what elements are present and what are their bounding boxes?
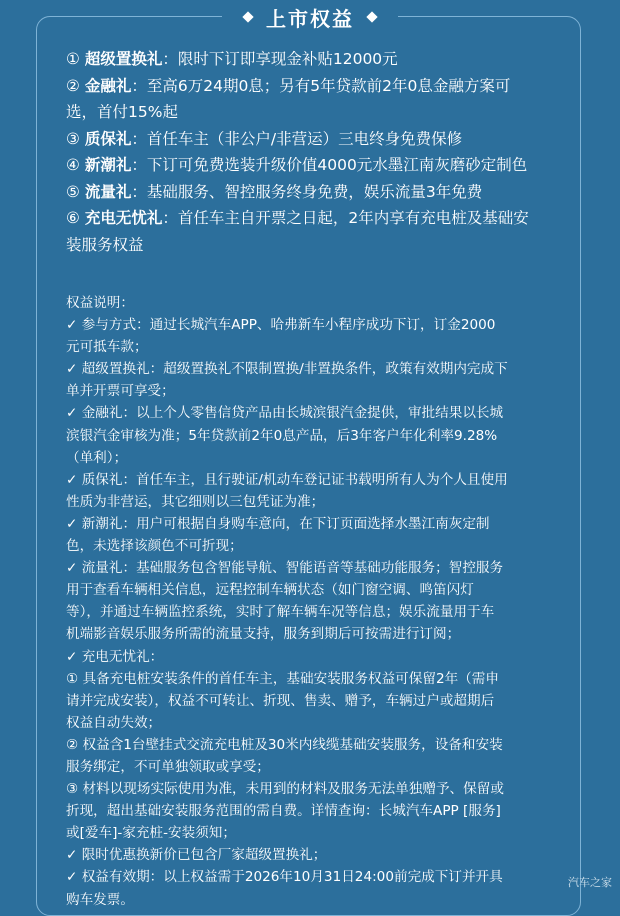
benefit-number: ⑥ bbox=[66, 209, 80, 227]
benefit-item-line bbox=[66, 126, 566, 153]
benefit-number: ① bbox=[66, 50, 80, 68]
benefit-item-line bbox=[66, 152, 566, 179]
benefit-desc: ：基础服务、智控服务终身免费，娱乐流量3年免费 bbox=[131, 182, 483, 201]
benefit-name: 质保礼 bbox=[84, 129, 132, 148]
note-line: ③ 材料以现场实际使用为准，未用到的材料及服务无法单独赠予、保留或 bbox=[66, 781, 504, 798]
benefit-item-line bbox=[66, 179, 566, 206]
note-line: ✓ 权益有效期：以上权益需于2026年10月31日24:00前完成下订并开具 bbox=[66, 869, 503, 886]
note-line: 元可抵车款； bbox=[66, 339, 148, 356]
benefit-item-line bbox=[66, 46, 566, 73]
note-line: 等），并通过车辆监控系统，实时了解车辆车况等信息；娱乐流量用于车 bbox=[66, 604, 495, 621]
benefit-desc: ：首任车主（非公户/非营运）三电终身免费保修 bbox=[131, 129, 463, 148]
page-title: 上市权益 bbox=[266, 6, 354, 31]
note-line: ✓ 充电无忧礼： bbox=[66, 648, 164, 665]
note-line: 权益自动失效； bbox=[66, 714, 162, 731]
title-bar bbox=[0, 0, 620, 34]
note-line: 用于查看车辆相关信息，远程控制车辆状态（如门窗空调、鸣笛闪灯 bbox=[66, 582, 474, 599]
benefit-number: ③ bbox=[66, 129, 80, 148]
benefit-name: 流量礼 bbox=[84, 182, 132, 201]
note-line: ✓ 超级置换礼：超级置换礼不限制置换/非置换条件，政策有效期内完成下 bbox=[66, 361, 508, 378]
benefit-item-line bbox=[66, 232, 566, 259]
benefit-number: ④ bbox=[66, 156, 80, 174]
note-line: ✓ 限时优惠换新价已包含厂家超级置换礼； bbox=[66, 847, 327, 864]
title-pill bbox=[222, 2, 398, 32]
note-line: （单利）； bbox=[66, 449, 128, 466]
benefit-name: 新潮礼 bbox=[84, 156, 132, 174]
watermark-text: 汽车之家 bbox=[568, 876, 612, 889]
note-line: 购车发票。 bbox=[66, 891, 134, 908]
note-line: ✓ 参与方式：通过长城汽车APP、哈弗新车小程序成功下订，订金2000 bbox=[66, 317, 496, 334]
note-line: 或[爱车]-家充桩-安装须知； bbox=[66, 825, 236, 842]
left-diamond-icon bbox=[242, 11, 253, 22]
benefit-desc: ：限时下订即享现金补贴12000元 bbox=[162, 50, 398, 68]
note-line: ② 权益含1台壁挂式交流充电桩及30米内线缆基础安装服务，设备和安装 bbox=[66, 736, 503, 753]
benefit-name: 充电无忧礼 bbox=[84, 209, 163, 227]
note-line: 滨银汽金审核为准；5年贷款前2年0息产品，后3年客户年化利率9.28% bbox=[66, 427, 498, 444]
benefit-item-line bbox=[66, 205, 566, 232]
note-line: ✓ 流量礼：基础服务包含智能导航、智能语音等基础功能服务；智控服务 bbox=[66, 560, 504, 577]
benefit-item-line bbox=[66, 73, 566, 100]
note-line: 单并开票可享受； bbox=[66, 383, 175, 400]
benefit-number: ⑤ bbox=[66, 182, 80, 201]
benefit-desc: ：首任车主自开票之日起，2年内享有充电桩及基础安 bbox=[162, 209, 529, 227]
note-line: ✓ 质保礼：首任车主，且行驶证/机动车登记证书载明所有人为个人且使用 bbox=[66, 471, 508, 488]
note-line: 服务绑定，不可单独领取或享受； bbox=[66, 758, 270, 775]
benefit-notes bbox=[66, 292, 562, 911]
benefit-name: 金融礼 bbox=[84, 76, 132, 95]
benefit-list bbox=[66, 46, 566, 258]
note-line: ✓ 新潮礼：用户可根据自身购车意向，在下订页面选择水墨江南灰定制 bbox=[66, 515, 490, 532]
note-line: ✓ 金融礼：以上个人零售信贷产品由长城滨银汽金提供，审批结果以长城 bbox=[66, 405, 504, 422]
benefit-name: 超级置换礼 bbox=[84, 50, 163, 68]
benefit-item-line bbox=[66, 99, 566, 126]
note-line: 色，未选择该颜色不可折现； bbox=[66, 538, 243, 555]
benefit-desc: ：至高6万24期0息；另有5年贷款前2年0息金融方案可 bbox=[131, 76, 511, 95]
right-diamond-icon bbox=[366, 11, 377, 22]
benefit-desc: 装服务权益 bbox=[66, 235, 144, 254]
benefit-number: ② bbox=[66, 76, 80, 95]
note-line: 性质为非营运，其它细则以三包凭证为准； bbox=[66, 493, 325, 510]
note-line: 权益说明： bbox=[66, 295, 134, 311]
note-line: 请并完成安装），权益不可转让、折现、售卖、赠予，车辆过户或超期后 bbox=[66, 692, 495, 709]
note-line: ① 具备充电桩安装条件的首任车主，基础安装服务权益可保留2年（需申 bbox=[66, 670, 499, 687]
benefit-desc: ：下订可免费选装升级价值4000元水墨江南灰磨砂定制色 bbox=[131, 156, 528, 174]
note-line: 机端影音娱乐服务所需的流量支持，服务到期后可按需进行订阅； bbox=[66, 626, 461, 643]
note-line: 折现，超出基础安装服务范围的需自费。详情查询：长城汽车APP [服务] bbox=[66, 803, 501, 820]
benefit-desc: 选，首付15%起 bbox=[66, 103, 178, 121]
